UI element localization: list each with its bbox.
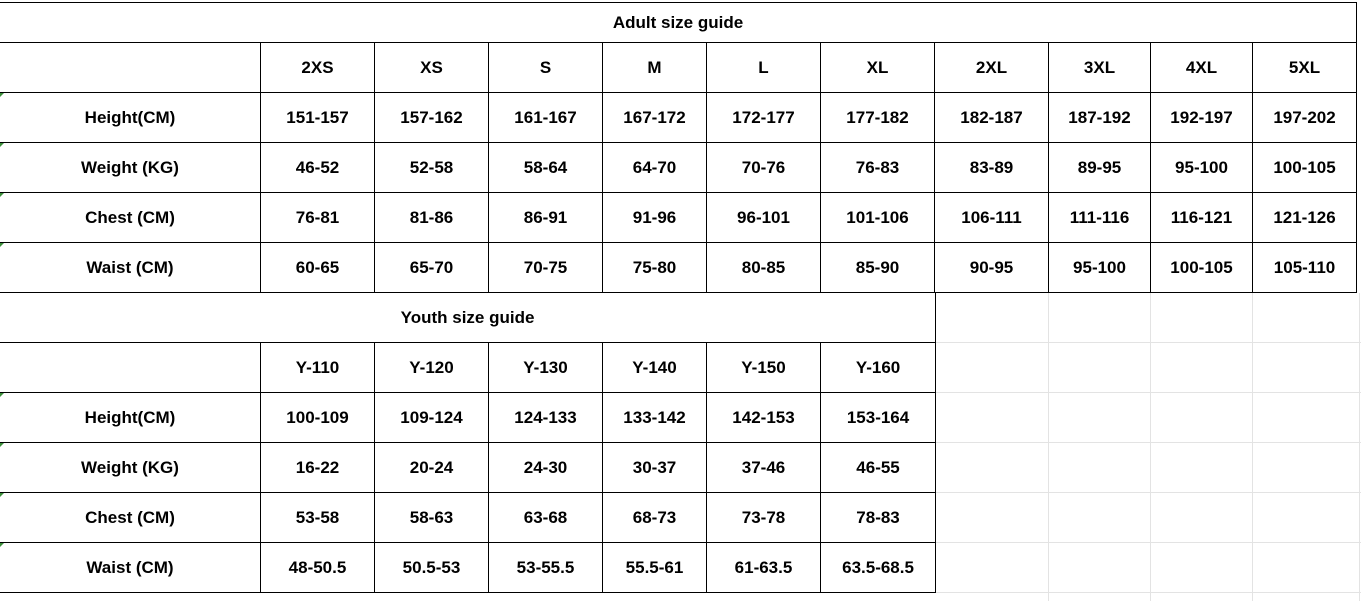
table-cell: 124-133 bbox=[489, 393, 603, 443]
table-cell: 58-63 bbox=[375, 493, 489, 543]
size-header: Y-150 bbox=[707, 343, 821, 393]
table-cell: 89-95 bbox=[1049, 143, 1151, 193]
table-cell: 20-24 bbox=[375, 443, 489, 493]
size-header: Y-140 bbox=[603, 343, 707, 393]
table-cell: 100-109 bbox=[261, 393, 375, 443]
comment-marker bbox=[0, 443, 4, 447]
table-cell: 182-187 bbox=[935, 93, 1049, 143]
table-cell: 50.5-53 bbox=[375, 543, 489, 593]
table-cell: 105-110 bbox=[1253, 243, 1357, 293]
row-label: Height(CM) bbox=[0, 393, 261, 443]
table-cell: 63.5-68.5 bbox=[821, 543, 936, 593]
comment-marker bbox=[0, 393, 4, 397]
table-cell: 76-83 bbox=[821, 143, 935, 193]
table-cell: 61-63.5 bbox=[707, 543, 821, 593]
size-header: M bbox=[603, 43, 707, 93]
youth-size-header-row bbox=[0, 343, 936, 393]
table-cell: 52-58 bbox=[375, 143, 489, 193]
table-cell: 48-50.5 bbox=[261, 543, 375, 593]
header-corner-cell bbox=[0, 343, 261, 393]
adult-size-header-row bbox=[0, 43, 1357, 93]
comment-marker bbox=[0, 193, 4, 197]
table-cell: 167-172 bbox=[603, 93, 707, 143]
adult-size-table bbox=[0, 2, 1357, 293]
adult-table-title: Adult size guide bbox=[0, 3, 1357, 43]
size-header: L bbox=[707, 43, 821, 93]
youth-weight-row bbox=[0, 443, 936, 493]
table-cell: 100-105 bbox=[1151, 243, 1253, 293]
table-cell: 60-65 bbox=[261, 243, 375, 293]
youth-chest-row bbox=[0, 493, 936, 543]
table-cell: 53-55.5 bbox=[489, 543, 603, 593]
youth-size-table bbox=[0, 292, 936, 593]
size-header: Y-110 bbox=[261, 343, 375, 393]
table-cell: 100-105 bbox=[1253, 143, 1357, 193]
table-cell: 121-126 bbox=[1253, 193, 1357, 243]
row-label: Weight (KG) bbox=[0, 443, 261, 493]
table-cell: 153-164 bbox=[821, 393, 936, 443]
youth-table-title: Youth size guide bbox=[0, 293, 936, 343]
table-cell: 101-106 bbox=[821, 193, 935, 243]
comment-marker bbox=[0, 543, 4, 547]
size-header: Y-120 bbox=[375, 343, 489, 393]
adult-chest-row bbox=[0, 193, 1357, 243]
table-cell: 157-162 bbox=[375, 93, 489, 143]
adult-height-row bbox=[0, 93, 1357, 143]
comment-marker bbox=[0, 243, 4, 247]
comment-marker bbox=[0, 93, 4, 97]
table-cell: 142-153 bbox=[707, 393, 821, 443]
row-label: Chest (CM) bbox=[0, 493, 261, 543]
table-cell: 161-167 bbox=[489, 93, 603, 143]
table-cell: 75-80 bbox=[603, 243, 707, 293]
table-cell: 111-116 bbox=[1049, 193, 1151, 243]
size-header: S bbox=[489, 43, 603, 93]
table-cell: 70-75 bbox=[489, 243, 603, 293]
size-header: Y-130 bbox=[489, 343, 603, 393]
table-cell: 116-121 bbox=[1151, 193, 1253, 243]
table-cell: 76-81 bbox=[261, 193, 375, 243]
table-cell: 70-76 bbox=[707, 143, 821, 193]
row-label: Weight (KG) bbox=[0, 143, 261, 193]
row-label: Waist (CM) bbox=[0, 243, 261, 293]
empty-grid-area bbox=[935, 293, 1361, 601]
table-cell: 78-83 bbox=[821, 493, 936, 543]
youth-height-row bbox=[0, 393, 936, 443]
row-label: Chest (CM) bbox=[0, 193, 261, 243]
table-cell: 81-86 bbox=[375, 193, 489, 243]
table-cell: 109-124 bbox=[375, 393, 489, 443]
table-cell: 86-91 bbox=[489, 193, 603, 243]
size-header: XL bbox=[821, 43, 935, 93]
size-header: 2XS bbox=[261, 43, 375, 93]
table-cell: 58-64 bbox=[489, 143, 603, 193]
table-cell: 46-52 bbox=[261, 143, 375, 193]
header-corner-cell bbox=[0, 43, 261, 93]
table-cell: 65-70 bbox=[375, 243, 489, 293]
table-cell: 37-46 bbox=[707, 443, 821, 493]
adult-weight-row bbox=[0, 143, 1357, 193]
table-cell: 90-95 bbox=[935, 243, 1049, 293]
table-cell: 53-58 bbox=[261, 493, 375, 543]
size-header: 4XL bbox=[1151, 43, 1253, 93]
comment-marker bbox=[0, 143, 4, 147]
table-cell: 24-30 bbox=[489, 443, 603, 493]
table-cell: 68-73 bbox=[603, 493, 707, 543]
table-cell: 133-142 bbox=[603, 393, 707, 443]
row-label: Waist (CM) bbox=[0, 543, 261, 593]
size-header: XS bbox=[375, 43, 489, 93]
size-header: Y-160 bbox=[821, 343, 936, 393]
table-cell: 63-68 bbox=[489, 493, 603, 543]
table-cell: 192-197 bbox=[1151, 93, 1253, 143]
table-cell: 73-78 bbox=[707, 493, 821, 543]
table-cell: 83-89 bbox=[935, 143, 1049, 193]
youth-waist-row bbox=[0, 543, 936, 593]
table-cell: 55.5-61 bbox=[603, 543, 707, 593]
size-header: 5XL bbox=[1253, 43, 1357, 93]
table-cell: 95-100 bbox=[1049, 243, 1151, 293]
adult-waist-row bbox=[0, 243, 1357, 293]
table-cell: 96-101 bbox=[707, 193, 821, 243]
table-cell: 187-192 bbox=[1049, 93, 1151, 143]
size-header: 2XL bbox=[935, 43, 1049, 93]
table-cell: 177-182 bbox=[821, 93, 935, 143]
table-cell: 30-37 bbox=[603, 443, 707, 493]
table-cell: 80-85 bbox=[707, 243, 821, 293]
table-cell: 46-55 bbox=[821, 443, 936, 493]
table-cell: 151-157 bbox=[261, 93, 375, 143]
row-label: Height(CM) bbox=[0, 93, 261, 143]
table-cell: 64-70 bbox=[603, 143, 707, 193]
size-header: 3XL bbox=[1049, 43, 1151, 93]
table-cell: 106-111 bbox=[935, 193, 1049, 243]
table-cell: 85-90 bbox=[821, 243, 935, 293]
table-cell: 16-22 bbox=[261, 443, 375, 493]
table-cell: 172-177 bbox=[707, 93, 821, 143]
comment-marker bbox=[0, 493, 4, 497]
table-cell: 197-202 bbox=[1253, 93, 1357, 143]
table-cell: 95-100 bbox=[1151, 143, 1253, 193]
table-cell: 91-96 bbox=[603, 193, 707, 243]
